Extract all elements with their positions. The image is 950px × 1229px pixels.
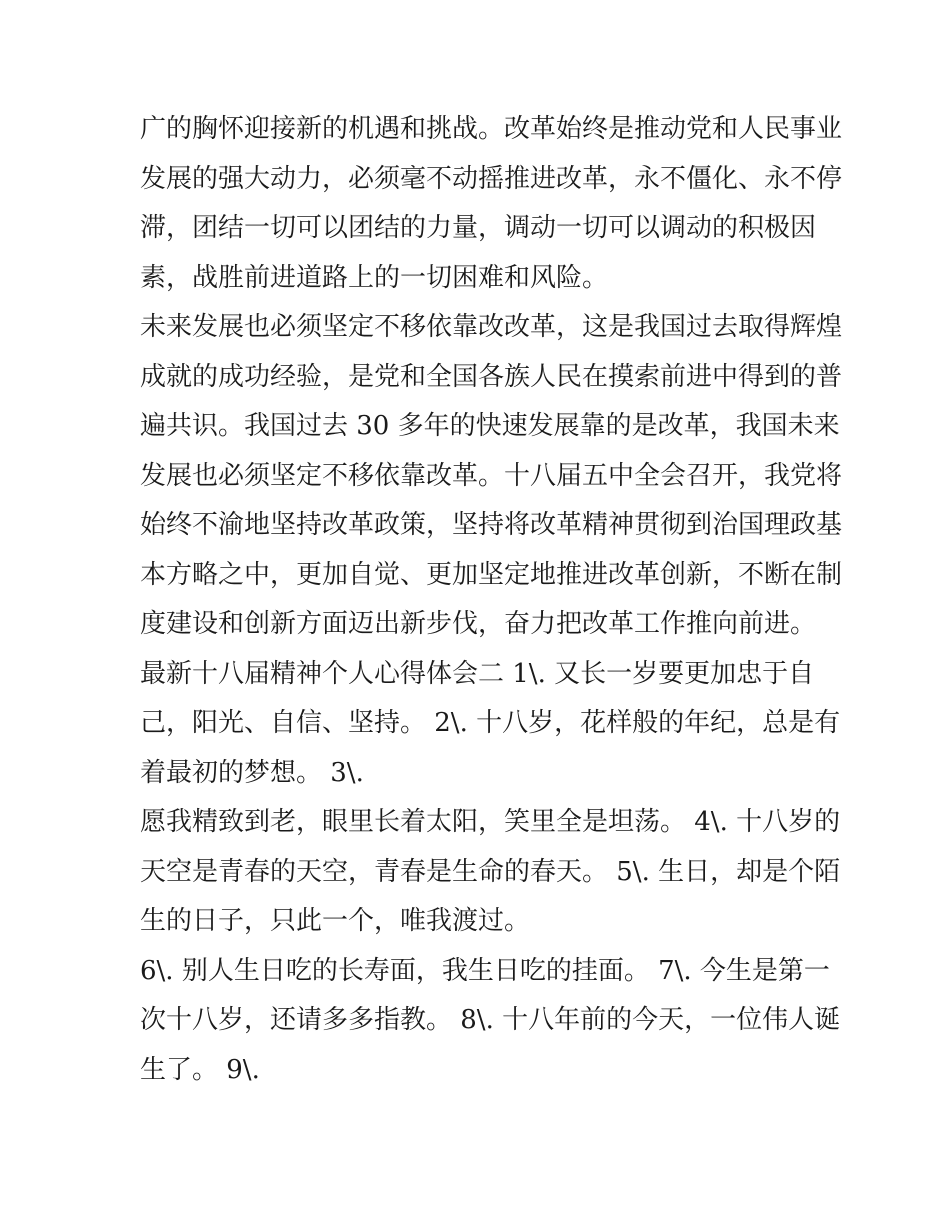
text-line: 始终不渝地坚持改革政策，坚持将改革精神贯彻到治国理政基 — [140, 510, 843, 540]
text-line: 本方略之中，更加自觉、更加坚定地推进改革创新，不断在制 — [140, 559, 843, 590]
text-line: 素，战胜前进道路上的一切困难和风险。 — [140, 262, 609, 293]
text-line: 己，阳光、自信、坚持。 2\. 十八岁，花样般的年纪，总是有 — [140, 708, 841, 738]
text-line: 最新十八届精神个人心得体会二 1\. 又长一岁要更加忠于自 — [140, 658, 815, 689]
text-line: 滞，团结一切可以团结的力量，调动一切可以调动的积极因 — [140, 213, 817, 243]
text-line: 着最初的梦想。 3\. — [140, 757, 364, 788]
text-line: 6\. 别人生日吃的长寿面，我生日吃的挂面。 7\. 今生是第一 — [140, 955, 830, 986]
text-line: 天空是青春的天空，青春是生命的春天。 5\. 生日，却是个陌 — [140, 856, 841, 887]
text-line: 发展的强大动力，必须毫不动摇推进改革，永不僵化、永不停 — [140, 163, 843, 194]
text-line: 广的胸怀迎接新的机遇和挑战。改革始终是推动党和人民事业 — [140, 114, 843, 144]
text-line: 度建设和创新方面迈出新步伐，奋力把改革工作推向前进。 — [140, 609, 817, 639]
text-line: 生的日子，只此一个，唯我渡过。 — [140, 906, 531, 936]
text-line: 发展也必须坚定不移依靠改革。十八届五中全会召开，我党将 — [140, 460, 843, 491]
text-line: 生了。 9\. — [140, 1054, 260, 1085]
text-line: 次十八岁，还请多多指教。 8\. 十八年前的今天，一位伟人诞 — [140, 1005, 841, 1035]
text-line: 愿我精致到老，眼里长着太阳，笑里全是坦荡。 4\. 十八岁的 — [140, 807, 841, 837]
text-line: 成就的成功经验，是党和全国各族人民在摸索前进中得到的普 — [140, 361, 843, 392]
text-line: 遍共识。我国过去 30 多年的快速发展靠的是改革，我国未来 — [140, 411, 840, 441]
document-body — [140, 105, 843, 1095]
text-line: 未来发展也必须坚定不移依靠改改革，这是我国过去取得辉煌 — [140, 312, 843, 342]
